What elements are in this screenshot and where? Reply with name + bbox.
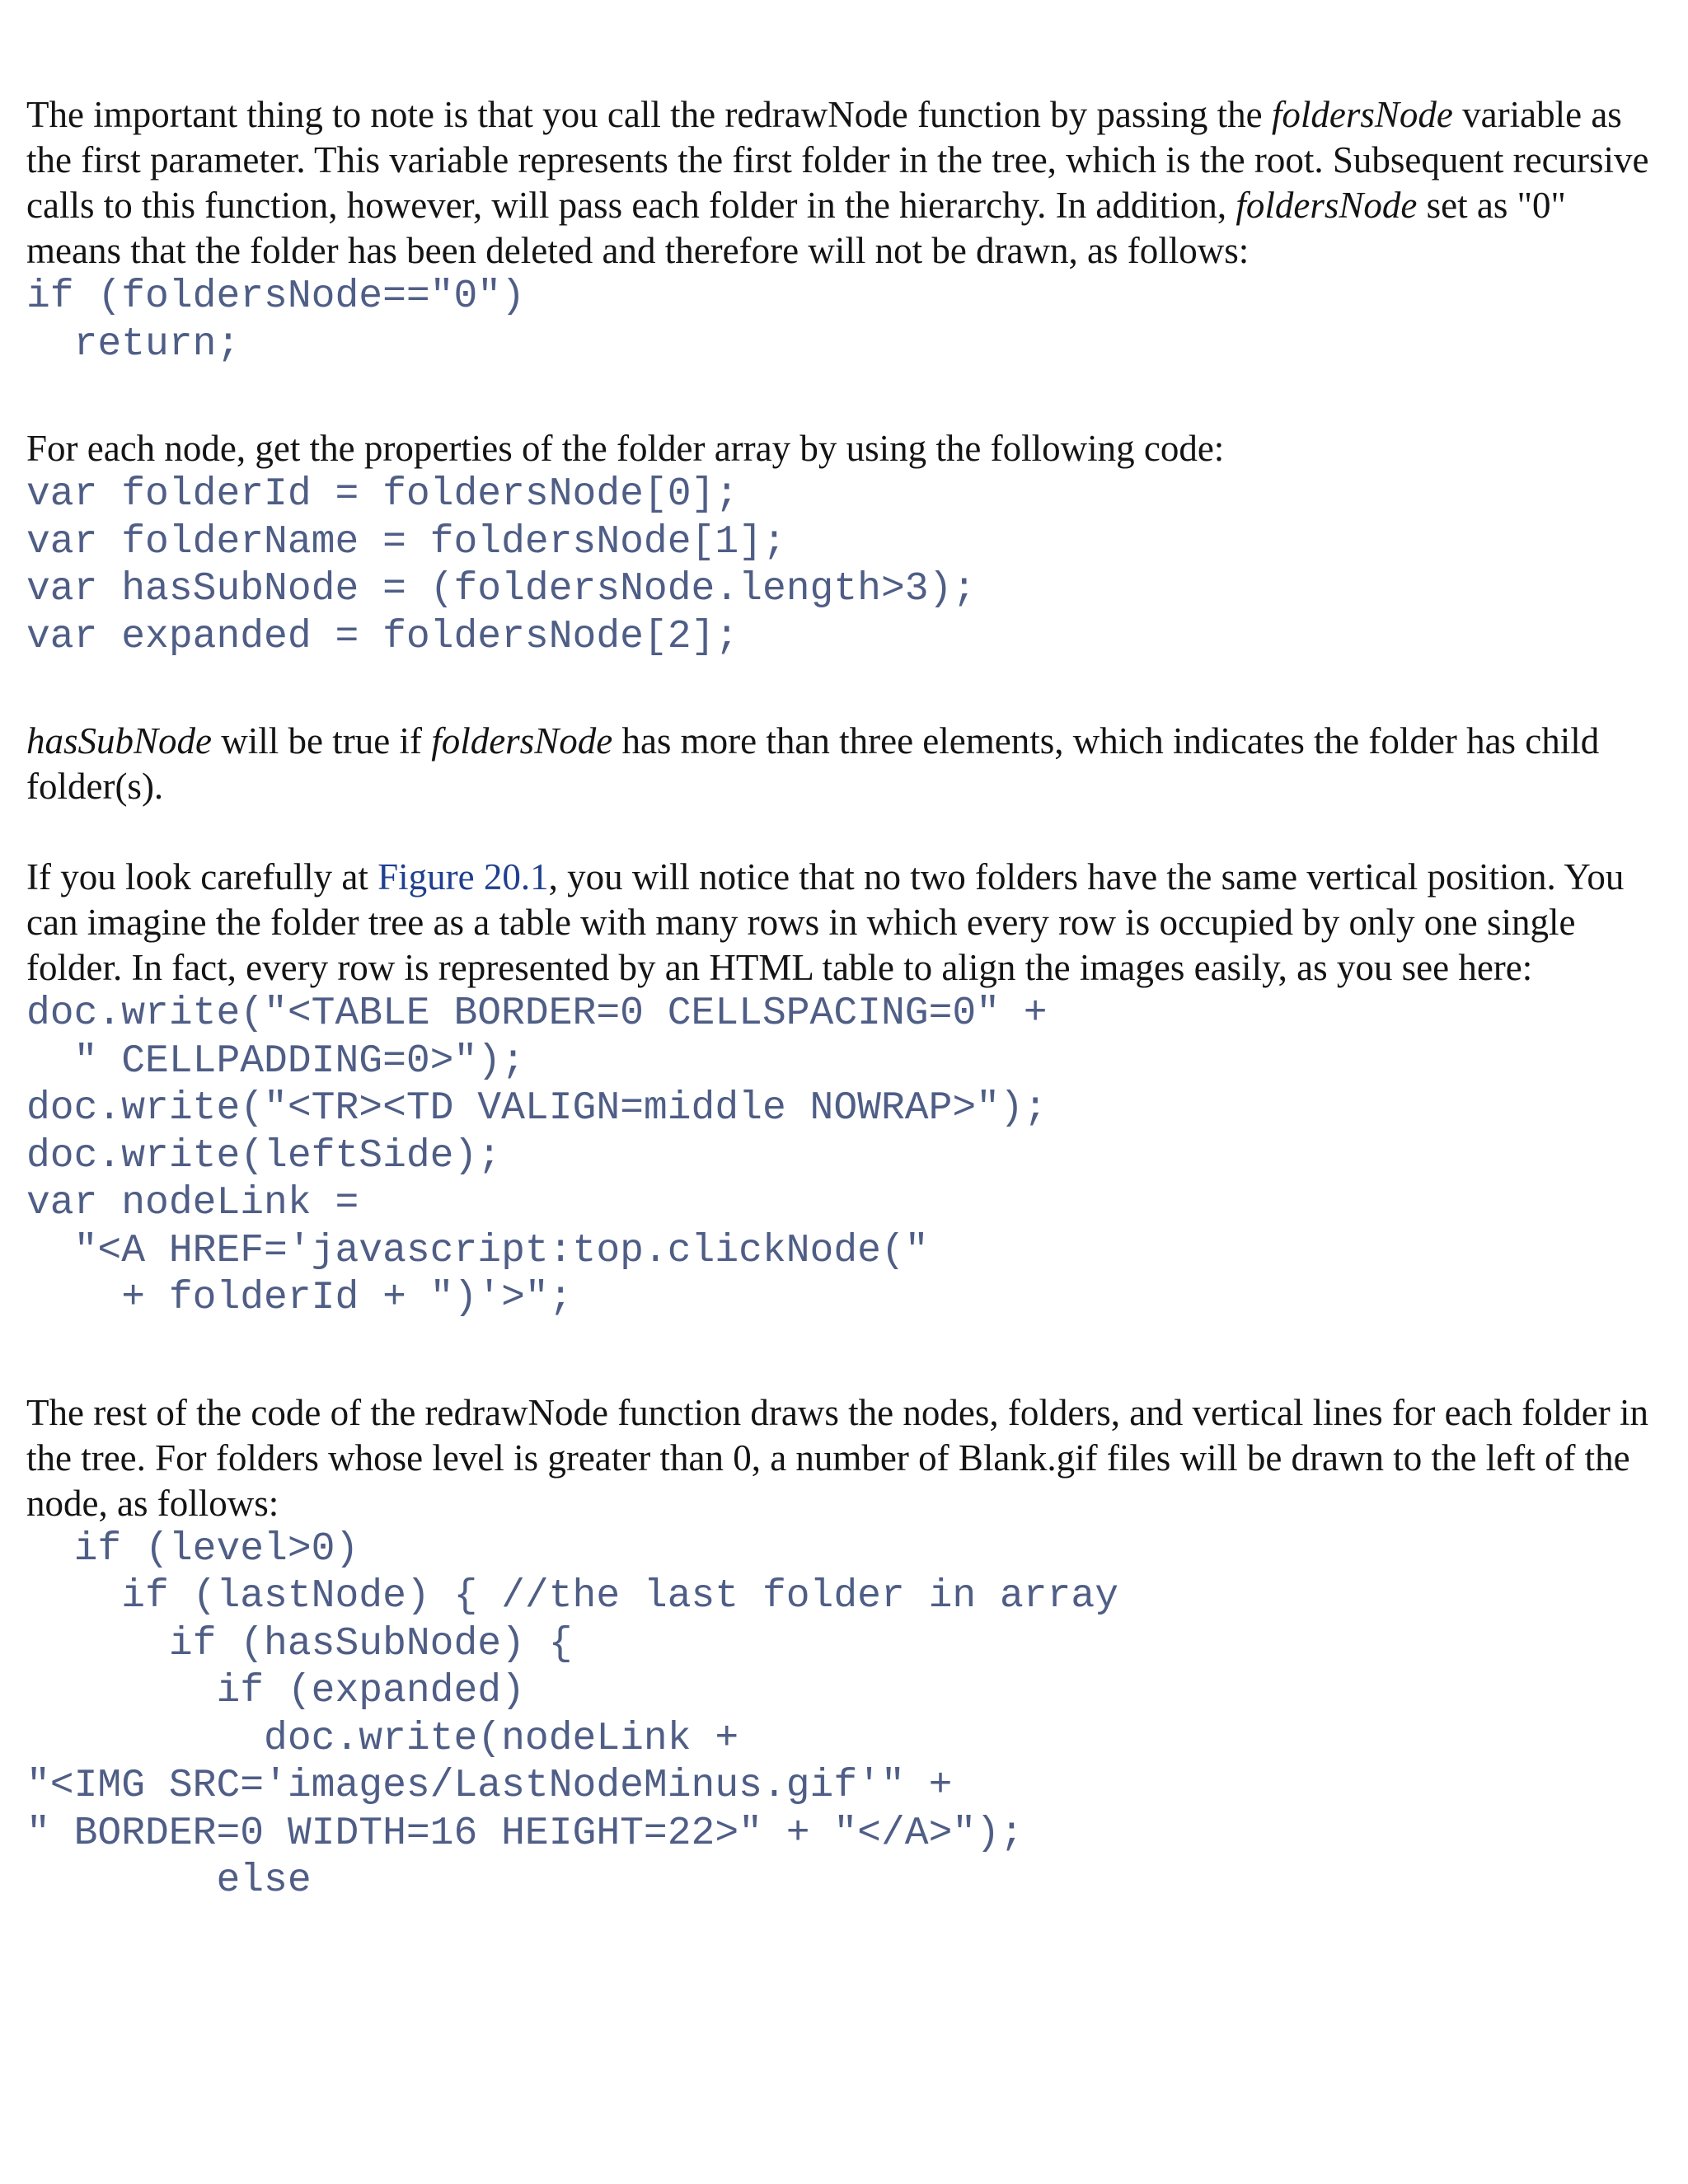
code-line: var folderName = foldersNode[1];: [26, 519, 786, 565]
paragraph-hassubnode: [26, 719, 1667, 809]
text-run: If you look carefully at: [26, 856, 378, 898]
code-line: "<A HREF='javascript:top.clickNode(": [26, 1228, 929, 1273]
code-line: else: [26, 1858, 312, 1903]
code-block-table-row: [26, 991, 1667, 1323]
code-line: doc.write(leftSide);: [26, 1133, 502, 1179]
figure-20-1-link[interactable]: Figure 20.1: [377, 856, 549, 898]
paragraph-redrawnode-intro: [26, 92, 1667, 274]
emphasis-foldersnode: foldersNode: [1271, 94, 1453, 135]
emphasis-hassubnode: hasSubNode: [26, 720, 212, 762]
code-line: doc.write("<TR><TD VALIGN=middle NOWRAP>");: [26, 1086, 1048, 1131]
code-line: "<IMG SRC='images/LastNodeMinus.gif'" +: [26, 1764, 953, 1808]
code-block-deleted-check: [26, 274, 1667, 368]
code-line: doc.write("<TABLE BORDER=0 CELLSPACING=0" +: [26, 991, 1048, 1036]
paragraph-node-properties: For each node, get the properties of the folder array by using the following code:: [26, 428, 1225, 469]
code-line: if (lastNode) { //the last folder in array: [26, 1574, 1119, 1619]
text-run: has more than three elements, which indicates the folder has child folder(s).: [26, 720, 1600, 807]
code-line: var nodeLink =: [26, 1181, 359, 1226]
document-page: [26, 92, 1667, 1905]
paragraph-redrawnode-rest: The rest of the code of the redrawNode function draws the nodes, folders, and vertical lines for each folder in the tree. For folders whose level is greater than 0, a number of Blank.gif files will be drawn to the left of the node, as follows:: [26, 1391, 1649, 1524]
code-line: " BORDER=0 WIDTH=16 HEIGHT=22>" + "</A>");: [26, 1811, 1024, 1856]
paragraph-folder-rows: [26, 855, 1667, 991]
code-line: if (hasSubNode) {: [26, 1621, 573, 1666]
code-line: var folderId = foldersNode[0];: [26, 472, 739, 517]
code-line: " CELLPADDING=0>");: [26, 1038, 525, 1084]
code-line: doc.write(nodeLink +: [26, 1716, 739, 1761]
text-run: will be true if: [212, 720, 432, 762]
emphasis-foldersnode: foldersNode: [431, 720, 613, 762]
text-run: The important thing to note is that you call the redrawNode function by passing the: [26, 94, 1272, 135]
text-run: variable as the first parameter. This variable represents the first folder in the tree, which is the root. Subsequent recursive calls to this function, however, will pass each folder in the hierarchy. In addition,: [26, 94, 1649, 226]
code-line: if (foldersNode=="0"): [26, 274, 525, 319]
code-line: return;: [26, 321, 241, 367]
code-line: if (expanded): [26, 1669, 525, 1713]
code-line: var expanded = foldersNode[2];: [26, 614, 739, 659]
text-run: set as "0" means that the folder has been deleted and therefore will not be drawn, as follows:: [26, 185, 1566, 271]
code-line: var hasSubNode = (foldersNode.length>3);: [26, 567, 977, 612]
code-block-level-check: [26, 1526, 1667, 1905]
code-block-folder-properties: [26, 471, 1667, 661]
code-line: + folderId + ")'>";: [26, 1276, 573, 1320]
code-line: if (level>0): [26, 1526, 359, 1572]
text-run: , you will notice that no two folders have the same vertical position. You can imagine the folder tree as a table with many rows in which every row is occupied by only one single folder. In fact, every row is represented by an HTML table to align the images easily, as you see here:: [26, 856, 1625, 988]
emphasis-foldersnode: foldersNode: [1236, 185, 1418, 226]
